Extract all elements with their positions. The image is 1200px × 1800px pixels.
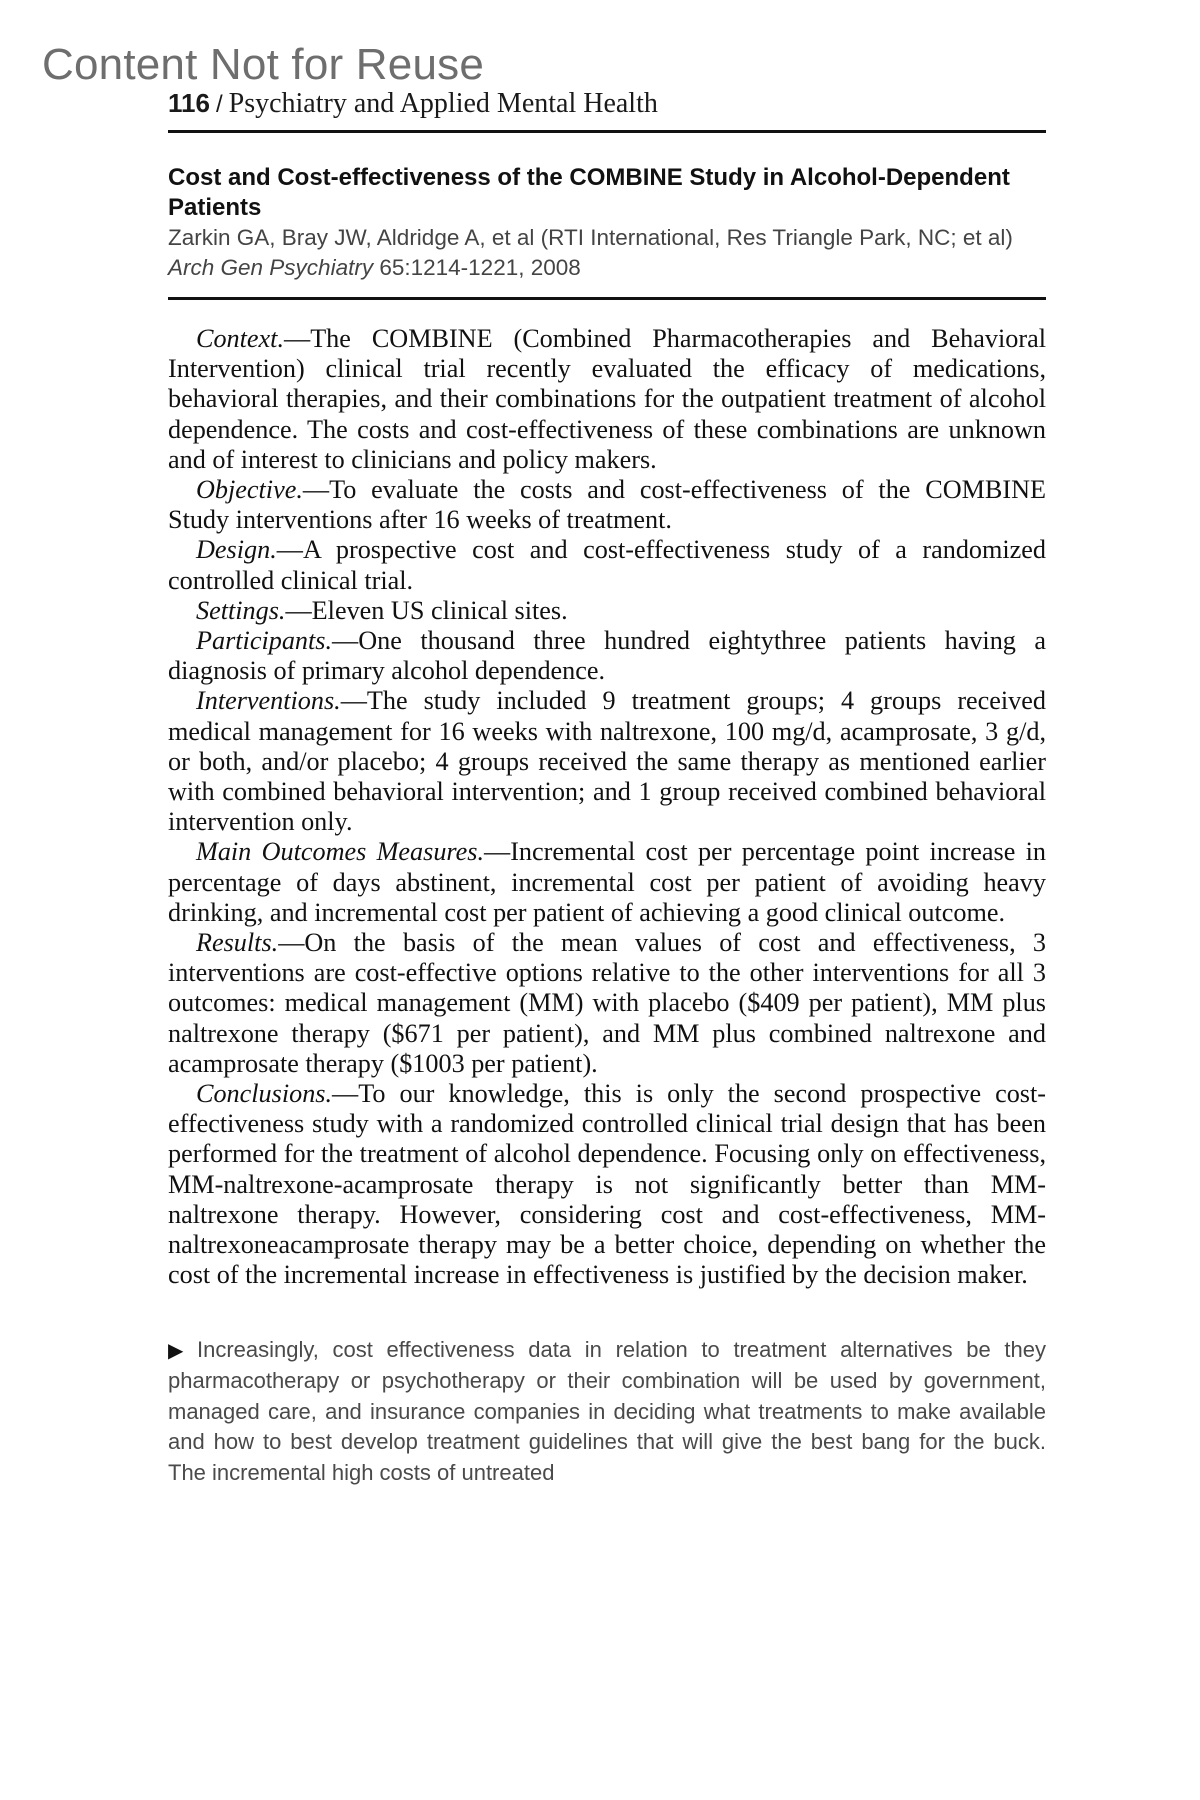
section-text: —The study included 9 treatment groups; 4 groups received medical management for 16 weeks with naltrexone, 100 mg/d, acamprosate, 3 g/d, or both, and/or placebo; 4 groups received the same therapy as mentioned earlier with combined behavioral intervention; and 1 group received combined behavioral intervention only.: [168, 686, 1046, 837]
journal-reference: [168, 253, 1046, 283]
page: [168, 88, 1046, 1488]
section-text: —One thousand three hundred eightythree patients having a diagnosis of primary alcohol dependence.: [168, 626, 1046, 686]
section-label: Results.: [196, 928, 279, 958]
citation-block: [168, 133, 1046, 300]
section-label: Settings.: [196, 595, 286, 625]
article-title: Cost and Cost-effectiveness of the COMBINE Study in Alcohol-Dependent Patients: [168, 164, 1010, 221]
editorial-commentary: [168, 1335, 1046, 1489]
abstract-main-outcomes: [168, 837, 1046, 928]
section-label: Main Outcomes Measures.: [196, 837, 484, 867]
section-label: Conclusions.: [196, 1079, 333, 1109]
play-arrow-icon: ▶: [168, 1339, 191, 1362]
section-label: Objective.: [196, 475, 303, 505]
section-label: Interventions.: [196, 686, 341, 716]
abstract-results: [168, 928, 1046, 1079]
journal-section-title: Psychiatry and Applied Mental Health: [228, 88, 658, 119]
section-text: —Incremental cost per percentage point increase in percentage of days abstinent, incremental cost per patient of avoiding heavy drinking, and incremental cost per patient of achieving a good clinical outcome.: [168, 837, 1046, 927]
abstract-context: [168, 324, 1046, 475]
abstract-participants: [168, 626, 1046, 686]
watermark: Content Not for Reuse: [42, 40, 484, 89]
abstract: [168, 324, 1046, 1291]
section-text: —On the basis of the mean values of cost and effectiveness, 3 interventions are cost-effective options relative to the other interventions for all 3 outcomes: medical management (MM) with placebo ($409 per patient), MM plus naltrexone therapy ($671 per patient), and MM plus combined naltrexone and acamprosate therapy ($1003 per patient).: [168, 928, 1046, 1078]
journal-name: Arch Gen Psychiatry: [168, 255, 374, 280]
section-text: —A prospective cost and cost-effectiveness study of a randomized controlled clinical trial.: [168, 535, 1046, 595]
section-text: —To our knowledge, this is only the second prospective cost-effectiveness study with a randomized controlled clinical trial design that has been performed for the treatment of alcohol dependence. Focusing only on effectiveness, MM-naltrexone-acamprosate therapy is not significantly better than MM-naltrexone therapy. However, considering cost and cost-effectiveness, MM-naltrexoneacamprosate therapy may be a better choice, depending on whether the cost of the incremental increase in effectiveness is justified by the decision maker.: [168, 1079, 1046, 1290]
section-text: —To evaluate the costs and cost-effectiveness of the COMBINE Study interventions after 16 weeks of treatment.: [168, 475, 1046, 535]
section-text: —Eleven US clinical sites.: [285, 595, 568, 625]
abstract-conclusions: [168, 1079, 1046, 1290]
abstract-design: [168, 535, 1046, 595]
commentary-text: Increasingly, cost effectiveness data in relation to treatment alternatives be they pharmacotherapy or psychotherapy or their combination will be used by government, managed care, and insurance companies in deciding what treatments to make available and how to best develop treatment guidelines that will give the best bang for the buck. The incremental high costs of untreated: [168, 1336, 1046, 1485]
section-label: Context.: [196, 324, 284, 353]
article-authors: Zarkin GA, Bray JW, Aldridge A, et al (RTI International, Res Triangle Park, NC; et al): [168, 225, 1013, 250]
running-head: [168, 88, 1046, 133]
section-label: Participants.: [196, 626, 333, 656]
page-number: 116: [168, 88, 210, 118]
section-text: —The COMBINE (Combined Pharmacotherapies and Behavioral Intervention) clinical trial recently evaluated the efficacy of medications, behavioral therapies, and their combinations for the outpatient treatment of alcohol dependence. The costs and cost-effectiveness of these combinations are unknown and of interest to clinicians and policy makers.: [168, 324, 1046, 474]
abstract-interventions: [168, 686, 1046, 837]
abstract-objective: [168, 475, 1046, 535]
abstract-settings: [168, 596, 1046, 626]
volume-pages-year: 65:1214-1221, 2008: [379, 255, 581, 280]
section-label: Design.: [196, 535, 277, 565]
header-separator: /: [215, 91, 223, 118]
